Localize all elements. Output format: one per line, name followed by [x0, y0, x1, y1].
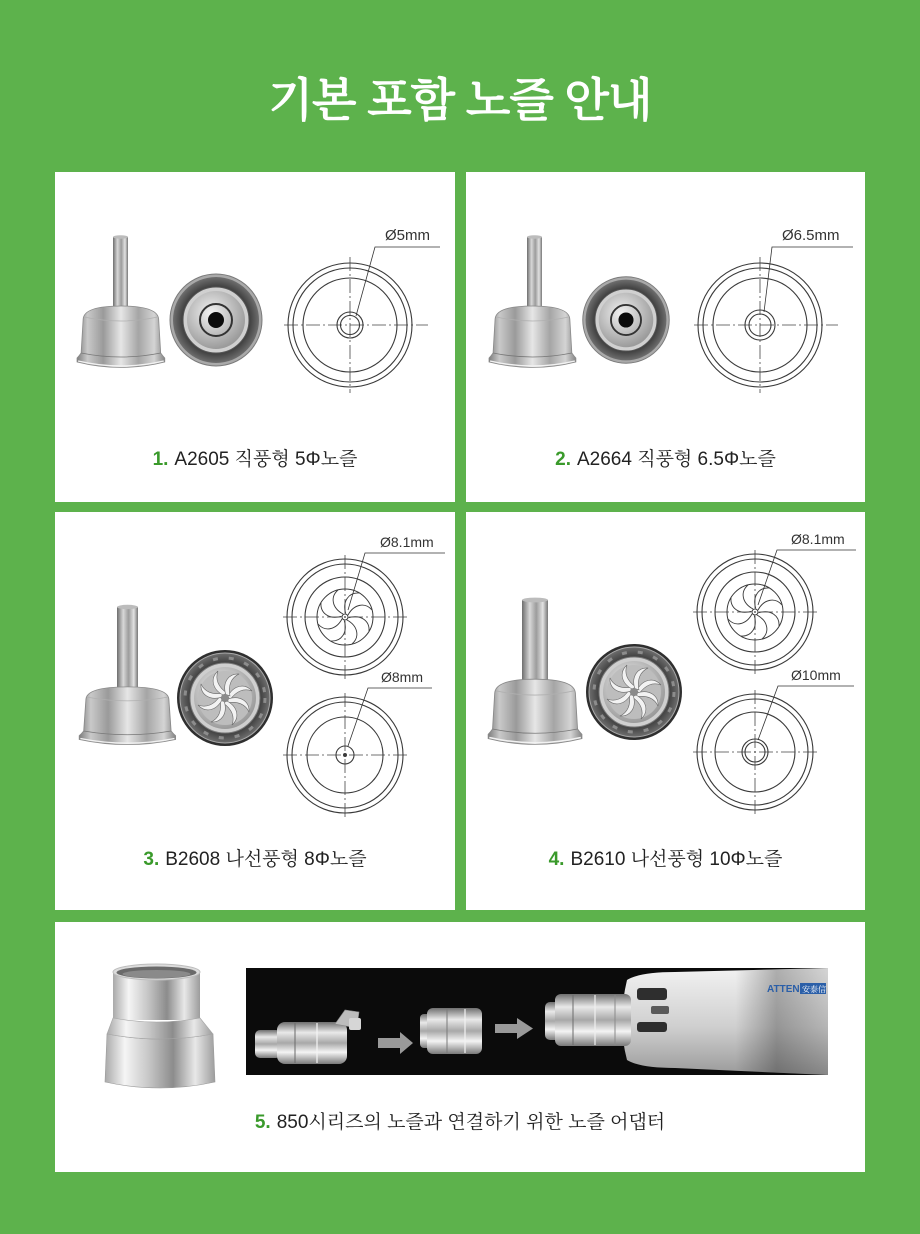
- nozzle-caption: [55, 448, 455, 472]
- dimension-leader-line: [348, 688, 432, 746]
- brand-logo-text: ATTEN: [767, 984, 800, 995]
- outlet-technical-drawing: [693, 690, 817, 814]
- dimension-leader-line: [758, 686, 854, 740]
- dimension-label: Ø10mm: [791, 667, 841, 683]
- caption-text: A2664 직풍형 6.5Φ노즐: [577, 449, 776, 470]
- dimension-label: Ø5mm: [385, 227, 430, 244]
- nozzle-side-view: [77, 235, 165, 367]
- adapter-photo: [105, 964, 215, 1088]
- spiral-technical-drawing: [283, 555, 407, 679]
- nozzle-card-1: [55, 172, 455, 502]
- dimension-label: Ø8.1mm: [791, 531, 845, 547]
- nozzle-side-view: [488, 598, 582, 745]
- caption-number: 5.: [254, 1112, 271, 1133]
- nozzle-front-view: [586, 644, 682, 740]
- heat-gun-assembly-photo: [246, 968, 828, 1075]
- dimension-label: Ø8mm: [381, 669, 423, 685]
- nozzle-caption: [466, 848, 865, 872]
- brand-logo-cn-text: 安泰信: [802, 985, 826, 994]
- caption-number: 1.: [152, 449, 169, 470]
- caption-number: 4.: [548, 849, 565, 870]
- nozzle-card-2: [466, 172, 865, 502]
- caption-text: 850시리즈의 노즐과 연결하기 위한 노즐 어댑터: [276, 1112, 666, 1133]
- page-title: 기본 포함 노즐 안내: [268, 74, 652, 126]
- nozzle-side-view: [489, 235, 576, 367]
- caption-number: 3.: [143, 849, 160, 870]
- adapter-card: [55, 922, 865, 1172]
- outlet-technical-drawing: [283, 693, 407, 817]
- heat-gun-metal-tip: [545, 994, 631, 1046]
- brand-logo: [767, 983, 826, 995]
- nozzle-caption: [466, 448, 865, 472]
- nozzle-technical-drawing: [694, 257, 838, 393]
- adapter-caption: [55, 1111, 865, 1135]
- nozzle-technical-drawing: [284, 257, 428, 393]
- nozzle-card-3: [55, 512, 455, 910]
- nozzle-side-view: [79, 605, 175, 745]
- spiral-technical-drawing: [693, 550, 817, 674]
- dimension-leader-line: [758, 550, 856, 605]
- nozzle-card-4: [466, 512, 865, 910]
- dimension-label: Ø8.1mm: [380, 534, 434, 550]
- nozzle-front-view: [177, 650, 273, 746]
- caption-text: B2610 나선풍형 10Φ노즐: [570, 849, 783, 870]
- dimension-leader-line: [764, 247, 853, 312]
- caption-text: A2605 직풍형 5Φ노즐: [174, 449, 358, 470]
- caption-number: 2.: [555, 449, 571, 470]
- dimension-label: Ø6.5mm: [782, 227, 840, 244]
- adapter-part: [420, 1008, 482, 1054]
- caption-text: B2608 나선풍형 8Φ노즐: [165, 849, 367, 870]
- nozzle-caption: [55, 848, 455, 872]
- nozzle-front-view: [583, 277, 669, 363]
- nozzle-front-view: [170, 274, 262, 366]
